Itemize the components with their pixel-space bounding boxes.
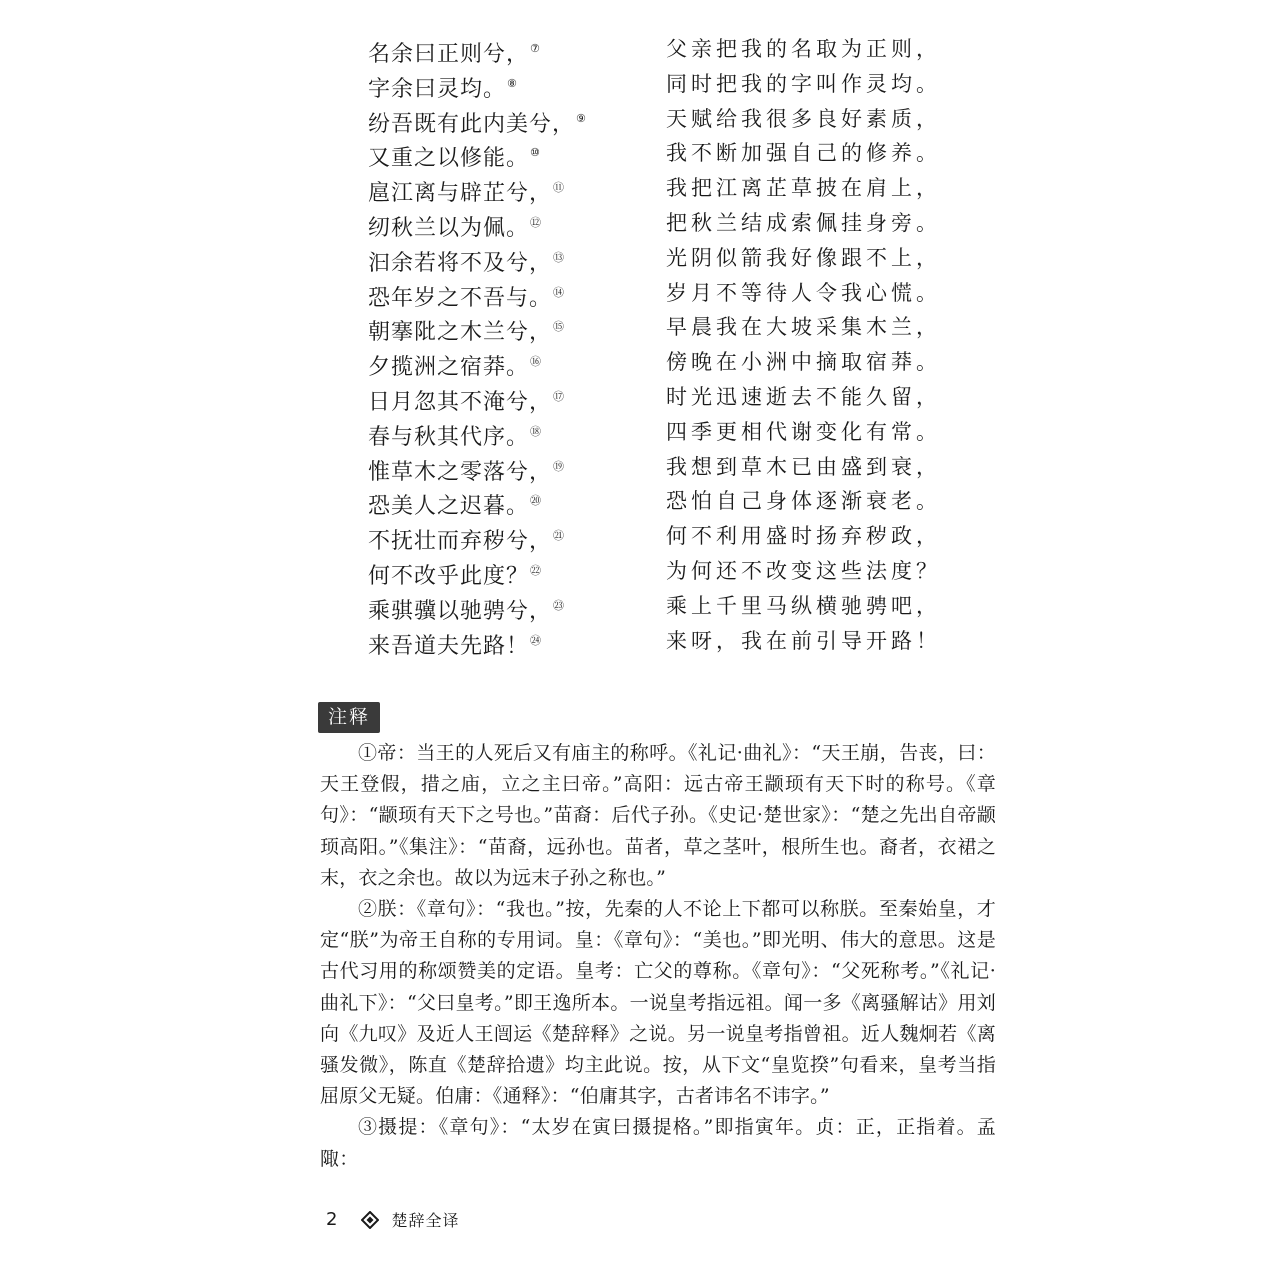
poem-section [368, 32, 941, 659]
note-marker: ⑧ [507, 76, 517, 90]
note-marker: ⑱ [530, 424, 542, 438]
translation-line: 为何还不改变这些法度？ [666, 558, 941, 583]
book-title: 楚辞全译 [391, 1211, 460, 1230]
poem-line [368, 241, 941, 276]
note-marker: ㉔ [530, 633, 542, 647]
note-marker: ⑨ [576, 111, 586, 125]
translation-line: 来呀，我在前引导开路！ [666, 628, 941, 653]
poem-line [368, 484, 941, 520]
note-marker: ⑪ [553, 181, 565, 195]
notes-section [320, 738, 996, 1175]
note-marker: ㉒ [530, 563, 542, 577]
original-text: 纷吾既有此内美兮， [368, 111, 576, 137]
translation-line: 我想到草木已由盛到衰， [666, 454, 941, 479]
translation-line: 我不断加强自己的修养。 [666, 141, 941, 166]
translation-line: 把秋兰结成索佩挂身旁。 [666, 210, 941, 235]
translation-line: 父亲把我的名取为正则， [666, 37, 941, 61]
translation-line: 恐怕自己身体逐渐衰老。 [666, 489, 941, 514]
poem-line [368, 276, 941, 311]
translation-line: 四季更相代谢变化有常。 [666, 419, 941, 444]
note-marker: ㉓ [553, 598, 565, 612]
original-text: 乘骐骥以驰骋兮， [368, 598, 553, 624]
original-text: 名余曰正则兮， [368, 42, 530, 67]
original-text: 恐年岁之不吾与。 [368, 285, 553, 311]
original-text: 恐美人之迟暮。 [368, 494, 530, 520]
original-text: 不抚壮而弃秽兮， [368, 529, 553, 555]
note-marker: ⑦ [530, 42, 540, 55]
poem-line [368, 589, 941, 624]
poem-line [368, 310, 941, 346]
poem-line [368, 554, 941, 589]
translation-line: 同时把我的字叫作灵均。 [666, 71, 941, 96]
original-text: 纫秋兰以为佩。 [368, 215, 530, 241]
translation-line: 我把江离芷草披在肩上， [666, 176, 941, 201]
poem-line [368, 519, 941, 555]
note-marker: ⑰ [553, 389, 565, 403]
note-paragraph: ①帝：当王的人死后又有庙主的称呼。《礼记·曲礼》：“天王崩，告丧，曰：天王登假，措之庙，立之主曰帝。”高阳：远古帝王颛顼有天下时的称号。《章句》：“颛顼有天下之号也。”苗裔：后代子孙。《史记·楚世家》：“楚之先出自帝颛顼高阳。”《集注》：“苗裔，远孙也。苗者，草之茎叶，根所生也。裔者，衣裙之末，衣之余也。故以为远末子孙之称也。” [320, 742, 996, 889]
translation-line: 乘上千里马纵横驰骋吧， [666, 593, 941, 618]
poem-line [368, 32, 941, 67]
note-marker: ⑲ [553, 459, 565, 473]
poem-line [368, 415, 941, 450]
translation-line: 早晨我在大坡采集木兰， [666, 315, 941, 340]
notes-heading: 注释 [318, 702, 380, 733]
note-marker: ⑮ [553, 320, 565, 334]
original-text: 扈江离与辟芷兮， [368, 181, 553, 207]
note-marker: ⑭ [553, 285, 565, 299]
original-text: 朝搴阰之木兰兮， [368, 320, 553, 346]
poem-line [368, 67, 941, 102]
poem-line [368, 206, 941, 241]
poem-line [368, 624, 941, 659]
poem-line [368, 380, 941, 415]
poem-line [368, 102, 941, 137]
original-text: 春与秋其代序。 [368, 424, 530, 450]
original-text: 夕揽洲之宿莽。 [368, 355, 530, 381]
note-marker: ⑯ [530, 355, 542, 369]
original-text: 何不改乎此度？ [368, 563, 530, 589]
page-footer [326, 1208, 459, 1231]
note-marker: ⑬ [553, 250, 565, 264]
translation-line: 时光迅速逝去不能久留， [666, 384, 941, 409]
note-marker: ㉑ [553, 529, 565, 543]
original-text: 来吾道夫先路！ [368, 633, 530, 659]
translation-line: 何不利用盛时扬弃秽政， [666, 524, 941, 549]
poem-line [368, 136, 941, 172]
poem-line [368, 171, 941, 207]
poem-line [368, 450, 941, 485]
translation-line: 光阴似箭我好像跟不上， [666, 245, 941, 270]
page-number: 2 [326, 1209, 338, 1230]
diamond-ornament-icon [361, 1211, 379, 1229]
note-marker: ⑳ [530, 494, 542, 508]
poem-line [368, 345, 941, 381]
note-paragraph: ②朕：《章句》：“我也。”按，先秦的人不论上下都可以称朕。至秦始皇，才定“朕”为帝王自称的专用词。皇：《章句》：“美也。”即光明、伟大的意思。这是古代习用的称颂赞美的定语。皇考：亡父的尊称。《章句》：“父死称考。”《礼记·曲礼下》：“父曰皇考。”即王逸所本。一说皇考指远祖。闻一多《离骚解诂》用刘向《九叹》及近人王闿运《楚辞释》之说。另一说皇考指曾祖。近人魏炯若《离骚发微》，陈直《楚辞拾遗》均主此说。按，从下文“皇览揆”句看来，皇考当指屈原父无疑。伯庸：《通释》：“伯庸其字，古者讳名不讳字。” [320, 898, 996, 1108]
original-text: 汩余若将不及兮， [368, 250, 553, 276]
original-text: 又重之以修能。 [368, 146, 530, 172]
note-marker: ⑫ [530, 215, 542, 229]
translation-line: 天赋给我很多良好素质， [666, 106, 941, 131]
note-marker: ⑩ [530, 146, 540, 160]
note-paragraph: ③摄提：《章句》：“太岁在寅曰摄提格。”即指寅年。贞：正，正指着。孟陬： [320, 1116, 996, 1170]
translation-line: 岁月不等待人令我心慌。 [666, 280, 941, 305]
translation-line: 傍晚在小洲中摘取宿莽。 [666, 350, 941, 375]
original-text: 字余曰灵均。 [368, 76, 507, 102]
original-line [368, 624, 541, 664]
original-text: 日月忽其不淹兮， [368, 389, 553, 415]
original-text: 惟草木之零落兮， [368, 459, 553, 485]
